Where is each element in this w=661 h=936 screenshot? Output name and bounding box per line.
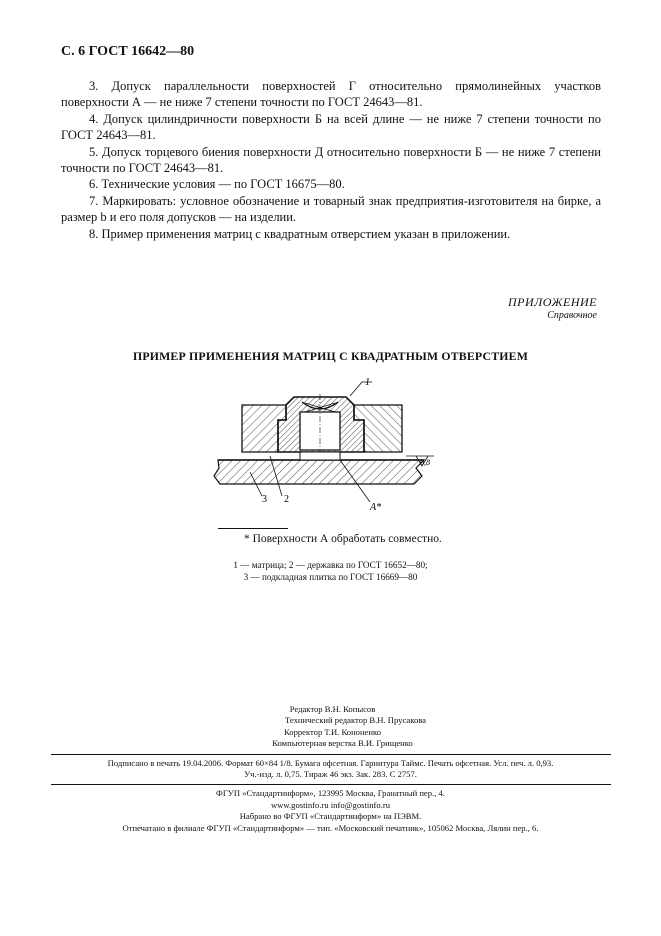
roughness-mark: 0,8: [420, 458, 430, 467]
callout-2: 2: [284, 494, 289, 505]
print-info-1: Подписано в печать 19.04.2006. Формат 60×84 1/8. Бумага офсетная. Гарнитура Таймс. Печать офсетная. Усл. печ. л. 0,93.: [107, 757, 554, 768]
layout-line: Компьютерная верстка В.И. Грищенко: [272, 738, 413, 749]
paragraph-4: 4. Допуск цилиндричности поверхности Б на всей длине — не ниже 7 степени точности по ГОСТ 24643—81.: [61, 111, 601, 143]
publisher-line: ФГУП «Стандартинформ», 123995 Москва, Гранатный пер., 4.: [216, 788, 445, 799]
paragraph-5: 5. Допуск торцевого биения поверхности Д относительно поверхности Б — не ниже 7 степени точности по ГОСТ 24643—81.: [61, 144, 601, 176]
paragraph-6: 6. Технические условия — по ГОСТ 16675—80.: [89, 177, 345, 192]
print-info-2: Уч.-изд. л. 0,75. Тираж 46 экз. Зак. 283. С 2757.: [244, 769, 417, 780]
appendix-heading: [508, 295, 597, 321]
page-header: С. 6 ГОСТ 16642—80: [61, 44, 195, 59]
legend-line-2: 3 — подкладная плитка по ГОСТ 16669—80: [243, 572, 418, 582]
web-line: www.gostinfo.ru info@gostinfo.ru: [270, 799, 391, 810]
paragraph-8: 8. Пример применения матриц с квадратным отверстием указан в приложении.: [89, 226, 511, 241]
surface-a-label: А*: [370, 502, 382, 513]
backing-plate: [214, 452, 424, 484]
printed-line: Отпечатано в филиале ФГУП «Стандартинформ» — тип. «Московский печатник», 105062 Москва, Лялин пер., 6.: [122, 822, 539, 833]
imprint-separator-2: [51, 784, 611, 785]
corrector-line: Корректор Т.И. Кононенко: [283, 726, 382, 737]
legend-line-1: 1 — матрица; 2 — державка по ГОСТ 16652—80;: [233, 560, 428, 570]
appendix-sub: Справочное: [547, 310, 597, 321]
appendix-title: ПРИМЕР ПРИМЕНЕНИЯ МАТРИЦ С КВАДРАТНЫМ ОТВЕРСТИЕМ: [132, 349, 529, 363]
requirements-text: [61, 78, 601, 242]
callout-1: 1: [365, 377, 370, 388]
paragraph-3: 3. Допуск параллельности поверхностей Г относительно прямолинейных участков поверхности А — не ниже 7 степени точности по ГОСТ 24643—81.: [61, 79, 601, 110]
footnote: * Поверхности А обработать совместно.: [244, 533, 442, 545]
assembly-drawing: [210, 372, 440, 527]
callout-3: 3: [262, 494, 267, 505]
paragraph-7: 7. Маркировать: условное обозначение и товарный знак предприятия-изготовителя на бирке, а размер b и его поля допусков — на изделии.: [61, 193, 601, 225]
footnote-rule: [218, 528, 288, 529]
imprint-separator-1: [51, 754, 611, 755]
editor-line: Редактор В.Н. Копысов: [289, 704, 376, 714]
figure-legend: [0, 559, 661, 583]
imprint-block: [0, 704, 661, 834]
typeset-line: Набрано во ФГУП «Стандартинформ» на ПЭВМ.: [239, 811, 422, 822]
tech-editor-line: Технический редактор В.Н. Прусакова: [284, 715, 427, 726]
matrix-part: [278, 394, 364, 460]
appendix-label: ПРИЛОЖЕНИЕ: [508, 295, 597, 309]
